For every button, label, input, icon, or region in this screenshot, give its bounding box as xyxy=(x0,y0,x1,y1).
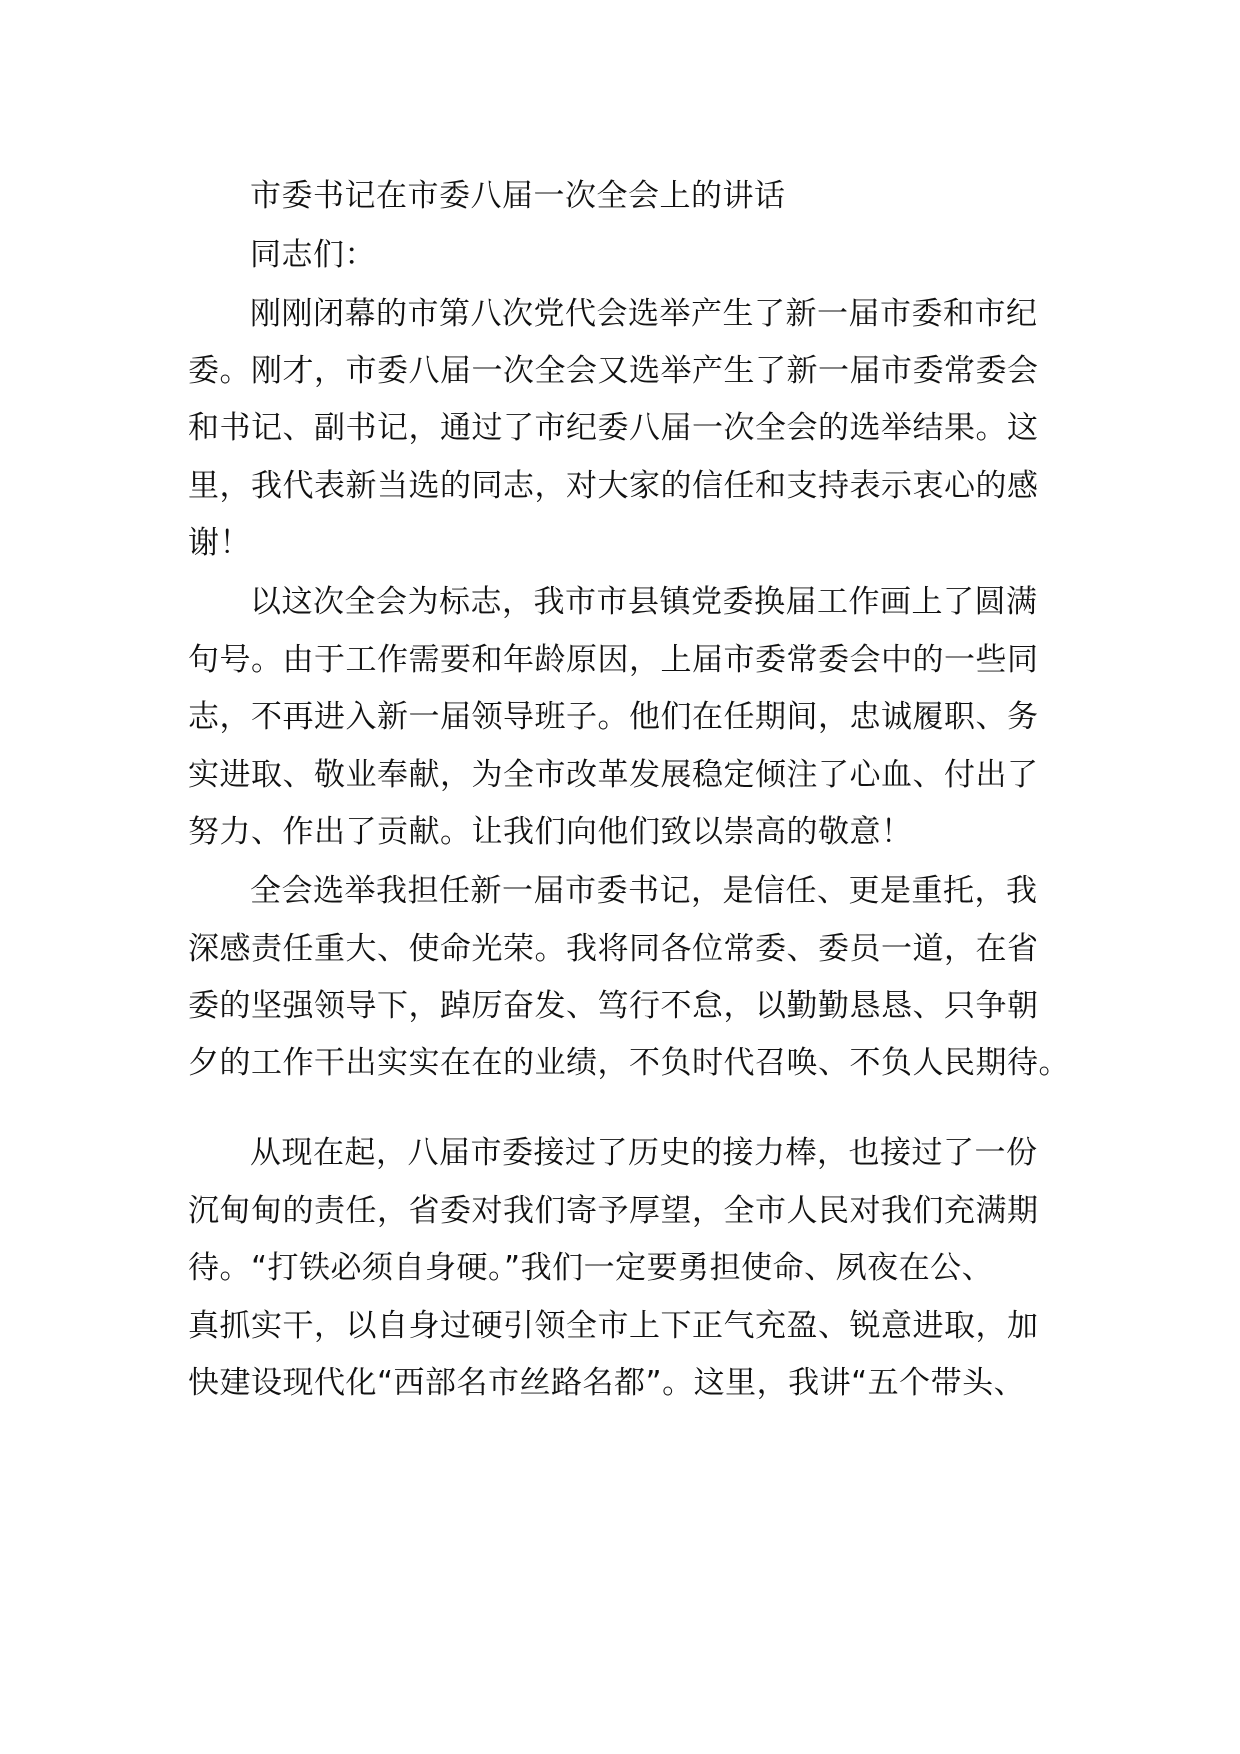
paragraph-1-line-5: 谢！ xyxy=(188,525,251,561)
paragraph-2-line-5: 努力、作出了贡献。让我们向他们致以崇高的敬意！ xyxy=(188,814,913,850)
paragraph-1-line-2: 委。刚才，市委八届一次全会又选举产生了新一届市委常委会 xyxy=(188,353,1039,389)
paragraph-2-line-1: 以这次全会为标志，我市市县镇党委换届工作画上了圆满 xyxy=(250,584,1038,620)
document-title: 市委书记在市委八届一次全会上的讲话 xyxy=(250,178,786,214)
paragraph-2-line-2: 句号。由于工作需要和年龄原因，上届市委常委会中的一些同 xyxy=(188,642,1039,678)
paragraph-3-line-2: 深感责任重大、使命光荣。我将同各位常委、委员一道，在省 xyxy=(188,931,1039,967)
paragraph-4-line-4: 真抓实干，以自身过硬引领全市上下正气充盈、锐意进取，加 xyxy=(188,1308,1039,1344)
paragraph-3-line-4: 夕的工作干出实实在在的业绩，不负时代召唤、不负人民期待。 xyxy=(188,1045,1070,1081)
paragraph-4-line-5: 快建设现代化“西部名市丝路名都”。这里，我讲“五个带头、 xyxy=(188,1365,1026,1401)
paragraph-4-line-1: 从现在起，八届市委接过了历史的接力棒，也接过了一份 xyxy=(250,1135,1038,1171)
paragraph-1-line-4: 里，我代表新当选的同志，对大家的信任和支持表示衷心的感 xyxy=(188,468,1039,504)
paragraph-3-line-3: 委的坚强领导下，踔厉奋发、笃行不怠，以勤勤恳恳、只争朝 xyxy=(188,988,1039,1024)
paragraph-2-line-3: 志，不再进入新一届领导班子。他们在任期间，忠诚履职、务 xyxy=(188,699,1039,735)
paragraph-4-line-2: 沉甸甸的责任，省委对我们寄予厚望，全市人民对我们充满期 xyxy=(188,1193,1039,1229)
salutation: 同志们： xyxy=(250,237,376,273)
paragraph-1-line-3: 和书记、副书记，通过了市纪委八届一次全会的选举结果。这 xyxy=(188,410,1039,446)
paragraph-3-line-1: 全会选举我担任新一届市委书记，是信任、更是重托，我 xyxy=(250,873,1038,909)
paragraph-4-line-3: 待。“打铁必须自身硬。”我们一定要勇担使命、夙夜在公、 xyxy=(188,1250,994,1286)
paragraph-1-line-1: 刚刚闭幕的市第八次党代会选举产生了新一届市委和市纪 xyxy=(250,296,1038,332)
paragraph-2-line-4: 实进取、敬业奉献，为全市改革发展稳定倾注了心血、付出了 xyxy=(188,757,1039,793)
